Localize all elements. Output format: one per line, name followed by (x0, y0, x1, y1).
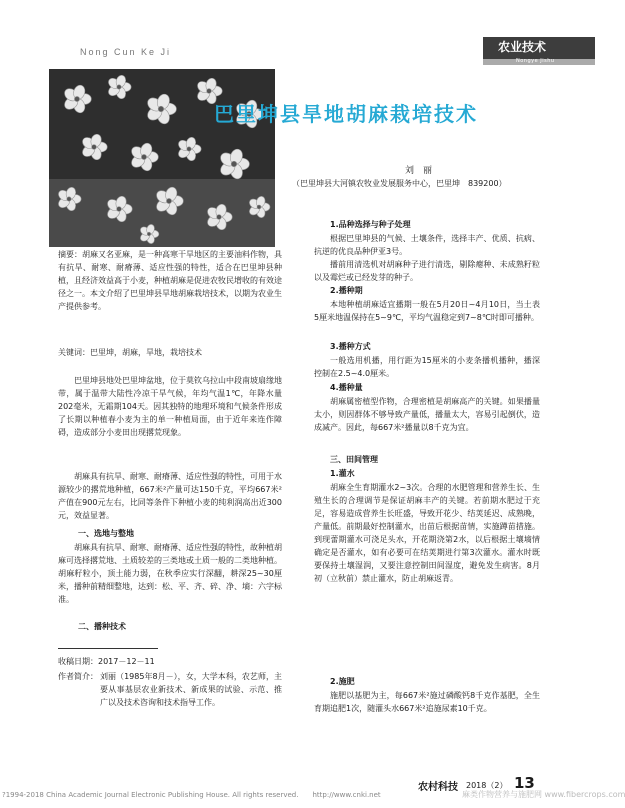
flower-illustration (49, 69, 275, 247)
issue-number: 2018（2） (466, 781, 508, 790)
author-affiliation: （巴里坤县大河镇农牧业发展服务中心，巴里坤 839200） (292, 179, 507, 188)
section-title: 农业技术 (498, 40, 547, 54)
running-header: Nong Cun Ke Ji (80, 47, 172, 57)
intro-paragraph-2: 胡麻具有抗旱、耐寒、耐瘠薄、适应性强的特性，可用于水源较少的撂荒地种植，667米²产量可达150千克，平均667米²产值在900元左右，比同等条件下种植小麦的纯利润高出近300元，效益显著。 (58, 472, 282, 520)
flower-center (74, 96, 79, 101)
flower-center (141, 154, 146, 159)
keywords: 关键词：巴里坤，胡麻，旱地，栽培技术 (58, 348, 202, 357)
variety-paragraph: 根据巴里坤县的气候、土壤条件，选择丰产、优质、抗病、抗逆的优良品种伊亚3号。 (314, 234, 540, 256)
flower-center (187, 147, 191, 151)
heading-field-management: 三、田间管理 (330, 455, 378, 464)
flower-center (231, 161, 237, 167)
bio-label: 作者简介： (58, 672, 98, 681)
flower-center (117, 207, 122, 212)
sowing-method-paragraph: 一般选用机播，用行距为15厘米的小麦条播机播种，播深控制在2.5~4.0厘米。 (314, 356, 540, 378)
heading-seed-rate: 4.播种量 (330, 383, 363, 392)
flower-center (147, 232, 151, 236)
flower-center (217, 215, 222, 220)
magazine-name: 农村科技 (418, 782, 458, 793)
heading-fertilization: 2.施肥 (330, 677, 355, 686)
heading-irrigation: 1.灌水 (330, 469, 355, 478)
flower-center (207, 89, 212, 94)
section-heading-1: 一、选地与整地 (78, 529, 134, 538)
seed-cleaning-paragraph: 播前用清选机对胡麻种子进行清选，剔除瘪种、未成熟籽粒以及霉烂或已经发芽的种子。 (314, 260, 540, 282)
heading-variety: 1.品种选择与种子处理 (330, 220, 411, 229)
author-bio: 刘丽（1985年8月－），女，大学本科，农艺师，主要从事基层农业新技术、新成果的试验、示范、推广以及技术咨询和技术指导工作。 (100, 672, 282, 707)
heading-sowing-date: 2.播种期 (330, 286, 363, 295)
irrigation-paragraph: 胡麻全生育期灌水2~3次。合理的水肥管理和营养生长、生殖生长的合理调节是保证胡麻丰产的关键。若前期水肥过于充足，容易造成营养生长旺盛，导致开花少、结荚延迟、成熟晚，产量低。前期最好控制灌水，出苗后根据苗情，实施蹲苗措施。到现蕾期灌水可浇足头水，开花期浇第2水，以后根据土壤墒情确定是否灌水，如有必要可在结荚期进行第3次灌水。灌水时既要保持土壤湿润，又要注意控制田间湿度，避免发生病害。8月初（立秋前）禁止灌水，防止胡麻返青。 (314, 483, 540, 583)
page-number: 13 (514, 774, 535, 792)
section-heading-2: 二、播种技术 (78, 622, 126, 631)
intro-paragraph-1: 巴里坤县地处巴里坤盆地，位于莫钦乌拉山中段南坡扇缘地带，属于温带大陆性冷凉干旱气候，年均气温1℃，年降水量202毫米，无霜期104天。因其独特的地理环境和气候条件形成了长期以种植春小麦为主的单一种植局面，由于近年来连作障碍，造成部分小麦田出现撂荒现象。 (58, 376, 282, 437)
fertilization-paragraph: 施肥以基肥为主，每667米²施过磷酸钙8千克作基肥，全生育期追肥1次，随灌头水667米²追施尿素10千克。 (314, 691, 540, 713)
flower-center (158, 106, 164, 112)
flower-center (67, 197, 71, 201)
copyright-line: ?1994-2018 China Academic Journal Electronic Publishing House. All rights reserved. http://www.cnki.net (2, 791, 381, 799)
site-watermark: 麻类作物营养与施肥网 www.fibercrops.com (462, 790, 625, 799)
flower-center (166, 198, 171, 203)
section-subtitle: Nongye Jishu (516, 58, 555, 64)
footnote-rule (58, 648, 158, 649)
heading-sowing-method: 3.播种方式 (330, 342, 371, 351)
article-title: 巴里坤县旱地胡麻栽培技术 (214, 102, 478, 126)
seed-rate-paragraph: 胡麻属密植型作物，合理密植是胡麻高产的关键。如果播量太小，则因群体不够导致产量低，播量太大，容易引起倒伏，造成减产。因此，每667米²播量以8千克为宜。 (314, 397, 540, 432)
flax-flowers-photo (49, 69, 275, 247)
author-name: 刘 丽 (405, 166, 433, 176)
flower-center (117, 85, 121, 89)
sowing-date-paragraph: 本地种植胡麻适宜播期一般在5月20日~4月10日，当土表5厘米地温保持在5~9℃，平均气温稳定到7~8℃时即可播种。 (314, 300, 540, 322)
flower-center (257, 205, 261, 209)
section-1-paragraph: 胡麻具有抗旱、耐寒、耐瘠薄、适应性强的特性，故种植胡麻可选择撂荒地、土质较差的三类地或土质一般的二类地种植。胡麻籽粒小，顶土能力弱，在秋季应实行深翻，耕深25~30厘米，播种前精细整地，达到：松、平、齐、碎、净、墒：六字标准。 (58, 543, 282, 604)
received-date: 收稿日期：2017－12－11 (58, 657, 155, 666)
flower-center (92, 145, 97, 150)
abstract: 摘要：胡麻又名亚麻，是一种高寒干旱地区的主要油料作物，具有抗旱、耐寒、耐瘠薄、适应性强的特性，适合在巴里坤县种植，且经济效益高于小麦，种植胡麻是促进农牧民增收的有效途径之一。本文介绍了巴里坤县旱地胡麻栽培技术，以期为农业生产提供参考。 (58, 250, 282, 311)
